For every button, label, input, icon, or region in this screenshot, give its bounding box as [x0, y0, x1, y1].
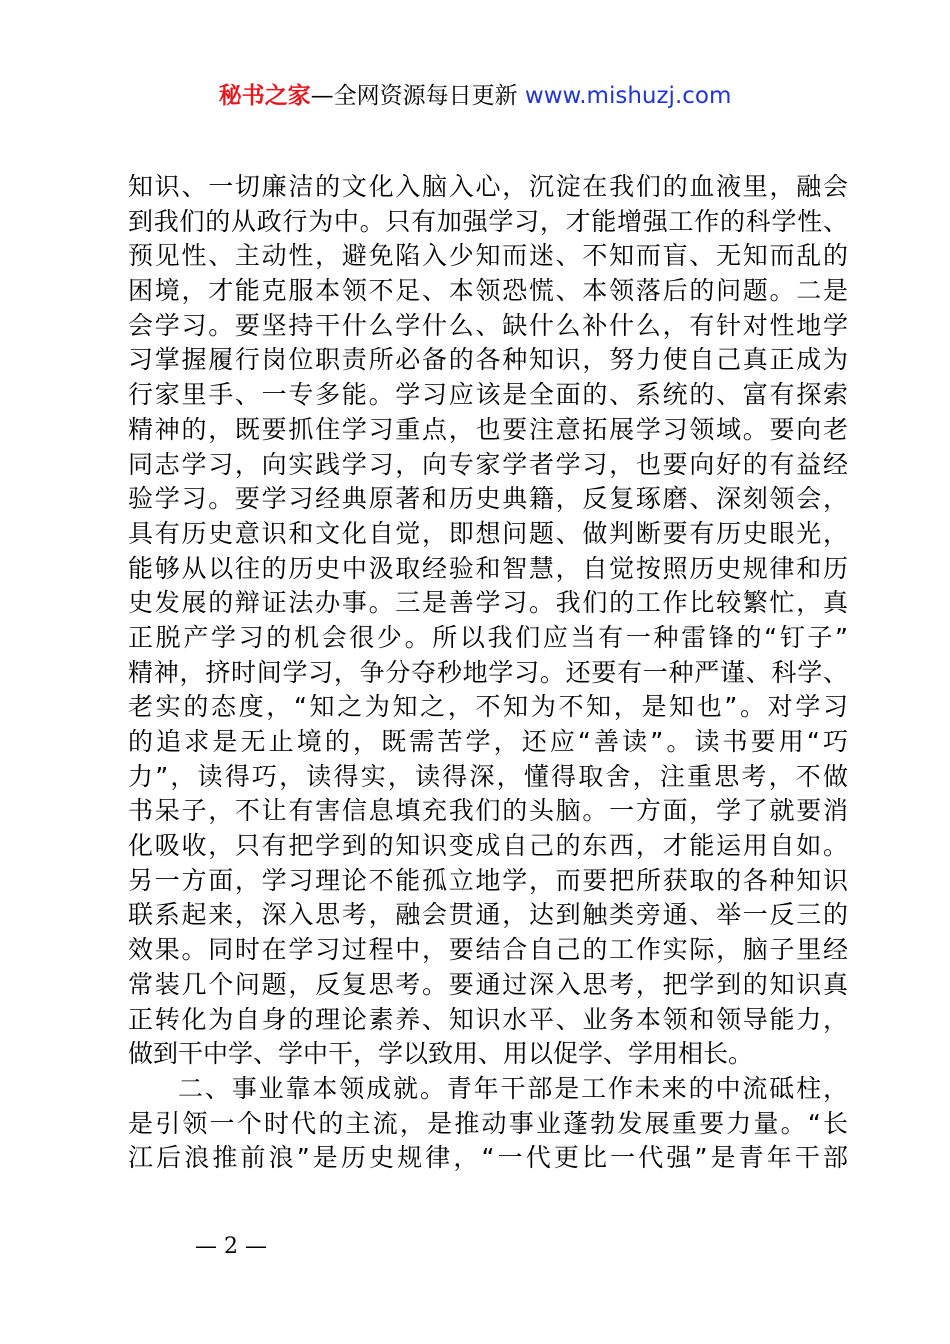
text-line: 做到干中学、学中干，学以致用、用以促学、学用相长。: [128, 1039, 754, 1069]
page-number: — 2 —: [195, 1234, 267, 1259]
text-line: 正转化为自身的理论素养、知识水平、业务本领和领导能力，: [128, 1004, 848, 1034]
text-line: 史发展的辩证法办事。三是善学习。我们的工作比较繁忙，真: [128, 588, 848, 618]
text-line: 同志学习，向实践学习，向专家学者学习，也要向好的有益经: [128, 449, 848, 479]
text-line: 力”，读得巧，读得实，读得深，懂得取舍，注重思考，不做: [128, 761, 848, 791]
text-line: 验学习。要学习经典原著和历史典籍，反复琢磨、深刻领会，: [128, 484, 848, 514]
section-heading-line: 二、事业靠本领成就。青年干部是工作未来的中流砥柱，: [178, 1073, 848, 1103]
text-line: 化吸收，只有把学到的知识变成自己的东西，才能运用自如。: [128, 831, 848, 861]
text-line: 联系起来，深入思考，融会贯通，达到触类旁通、举一反三的: [128, 900, 848, 930]
text-line: 的追求是无止境的，既需苦学，还应“善读”。读书要用“巧: [128, 727, 848, 756]
site-url[interactable]: www.mishuzj.com: [524, 83, 732, 109]
text-line: 是引领一个时代的主流，是推动事业蓬勃发展重要力量。“长: [128, 1108, 848, 1138]
text-line: 会学习。要坚持干什么学什么、缺什么补什么，有针对性地学: [128, 310, 848, 340]
text-line: 行家里手、一专多能。学习应该是全面的、系统的、富有探索: [128, 380, 848, 410]
text-line: 江后浪推前浪”是历史规律，“一代更比一代强”是青年干部: [128, 1143, 848, 1173]
text-line: 精神的，既要抓住学习重点，也要注意拓展学习领域。要向老: [128, 414, 848, 444]
text-line: 具有历史意识和文化自觉，即想问题、做判断要有历史眼光，: [128, 518, 848, 548]
text-line: 习掌握履行岗位职责所必备的各种知识，努力使自己真正成为: [128, 345, 848, 375]
text-line: 精神，挤时间学习，争分夺秒地学习。还要有一种严谨、科学、: [128, 657, 848, 687]
text-line: 老实的态度，“知之为知之，不知为不知，是知也”。对学习: [128, 692, 848, 722]
text-line: 效果。同时在学习过程中，要结合自己的工作实际，脑子里经: [128, 935, 848, 965]
text-line: 到我们的从政行为中。只有加强学习，才能增强工作的科学性、: [128, 206, 848, 236]
text-line: 能够从以往的历史中汲取经验和智慧，自觉按照历史规律和历: [128, 553, 848, 583]
text-line: 常装几个问题，反复思考。要通过深入思考，把学到的知识真: [128, 969, 848, 999]
site-brand: 秘书之家: [218, 83, 311, 109]
site-header: [0, 80, 950, 112]
document-body: [128, 170, 848, 1176]
text-line: 另一方面，学习理论不能孤立地学，而要把所获取的各种知识: [128, 865, 848, 895]
site-tagline: —全网资源每日更新: [310, 83, 525, 109]
text-line: 正脱产学习的机会很少。所以我们应当有一种雷锋的“钉子”: [128, 622, 848, 652]
text-line: 知识、一切廉洁的文化入脑入心，沉淀在我们的血液里，融会: [128, 172, 848, 201]
text-line: 困境，才能克服本领不足、本领恐慌、本领落后的问题。二是: [128, 276, 848, 306]
text-line: 书呆子，不让有害信息填充我们的头脑。一方面，学了就要消: [128, 796, 848, 826]
text-line: 预见性、主动性，避免陷入少知而迷、不知而盲、无知而乱的: [128, 241, 848, 271]
